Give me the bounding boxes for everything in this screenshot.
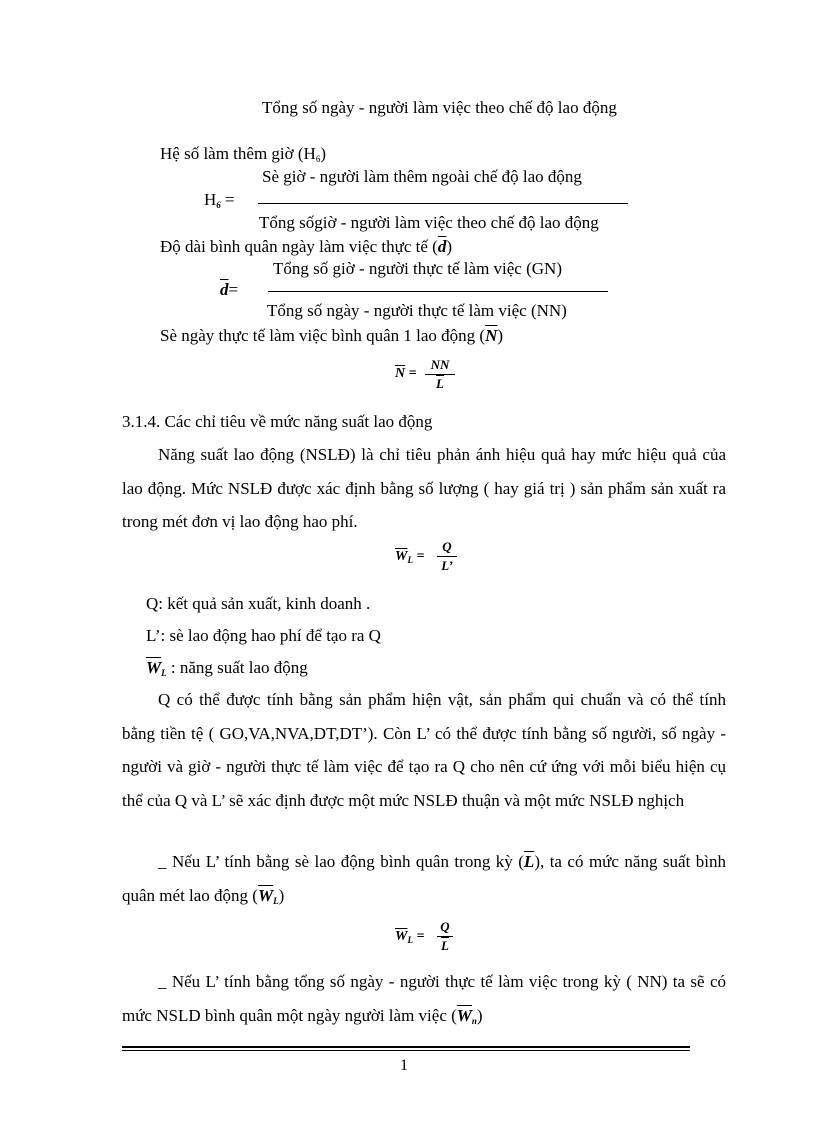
d-numerator: Tổng số giờ - người thực tế làm việc (GN) (273, 259, 562, 278)
wl1-formula-eq: = (412, 549, 425, 564)
paragraph-3 (122, 845, 726, 918)
paragraph-3-l-symbol: $\overline{L}$ (523, 852, 535, 871)
n-heading-text: Sè ngày thực tế làm việc bình quân 1 lao động ( (160, 326, 486, 345)
paragraph-3-b: ), ta có mức năng suất bình quân mét lao động ( (122, 852, 726, 905)
footer-rule-top (122, 1046, 690, 1048)
definition-w-sub: L (161, 668, 167, 678)
definition-w-text: : năng suất lao động (166, 658, 308, 677)
d-lhs-letter: $\overline{d}$ (220, 280, 229, 299)
wl1-formula-sub: L (407, 555, 413, 565)
wl1-formula-lhs (395, 549, 424, 565)
wl1-formula-num: Q (442, 539, 452, 554)
d-symbol: $\overline{d}$ (437, 237, 447, 256)
wl2-formula-sub: L (407, 935, 413, 945)
n-formula-den: L (436, 376, 444, 391)
h6-numerator: Sè giờ - người làm thêm ngoài chế độ lao động (262, 167, 582, 186)
paragraph-4-a: _ Nếu L’ tính bằng tổng số ngày - người thực tế làm việc trong kỳ ( NN) ta sẽ có mức NSLD bình quân một ngày người làm việc ( (122, 972, 726, 1025)
d-heading-text: Độ dài bình quân ngày làm việc thực tế ( (160, 237, 438, 256)
wl1-formula-fraction (437, 539, 457, 573)
paragraph-2: Q có thể được tính bằng sản phẩm hiện vật, sản phẩm qui chuẩn và có thể tính bằng tiền tệ ( GO,VA,NVA,DT,DT’). Còn L’ có thể được tính bằng số người, số ngày - người và giờ - người thực tế làm việc để tạo ra Q cho nên cứ ứng với mỗi biểu hiện cụ thể của Q và L’ sẽ xác định được một mức NSLĐ thuận và một mức NSLĐ nghịch (122, 690, 726, 810)
n-formula-num: NN (430, 357, 450, 372)
wl2-formula-lhs (395, 929, 424, 945)
d-lhs (220, 280, 238, 300)
paragraph-3-w-symbol: $\overline{W}$ (257, 885, 274, 905)
n-formula-lhs (395, 366, 417, 382)
n-heading-close: ) (497, 326, 504, 345)
wl2-formula-eq: = (412, 929, 425, 944)
definition-w (146, 658, 308, 683)
n-symbol: $\overline{N}$ (485, 326, 498, 345)
d-heading-close: ) (446, 237, 452, 256)
wl1-formula-letter: $\overline{W}$ (395, 549, 408, 564)
paragraph-4-w-sub: n (471, 1015, 477, 1026)
n-formula-letter: $\overline{N}$ (395, 366, 406, 381)
wl2-formula-fraction (437, 919, 453, 953)
definition-w-symbol: $\overline{W}$ (146, 658, 162, 677)
h6-heading-close: ) (320, 144, 326, 163)
footer-rule-bottom (122, 1050, 690, 1051)
h6-heading-sub: 6 (315, 154, 321, 164)
h6-lhs-sub: 6 (216, 200, 221, 210)
wl2-formula-num: Q (440, 919, 450, 934)
h6-lhs-letter: H (204, 190, 217, 209)
d-denominator: Tổng số ngày - người thực tế làm việc (NN) (267, 301, 567, 320)
wl2-formula-letter: $\overline{W}$ (395, 929, 408, 944)
n-heading (160, 326, 503, 346)
paragraph-4-c: ) (476, 1005, 483, 1025)
wl2-formula-bar (437, 936, 453, 937)
d-heading (160, 237, 452, 257)
n-formula-eq: = (405, 366, 417, 381)
d-lhs-eq: = (228, 280, 239, 299)
paragraph-3-a: _ Nếu L’ tính bằng sè lao động bình quân trong kỳ ( (158, 852, 524, 871)
h6-heading (160, 144, 326, 169)
definition-l: L’: sè lao động hao phí để tạo ra Q (146, 626, 381, 645)
definition-q: Q: kết quả sản xuất, kinh doanh . (146, 594, 371, 613)
page-number: 1 (400, 1057, 408, 1074)
section-title: 3.1.4. Các chỉ tiêu về mức năng suất lao động (122, 412, 433, 431)
paragraph-4 (122, 965, 726, 1038)
wl1-formula-bar (437, 556, 457, 557)
h6-heading-text: Hệ số làm thêm giờ (H (160, 144, 316, 163)
wl2-formula-den: L (441, 938, 449, 953)
h6-lhs (204, 190, 235, 215)
n-formula-fraction (425, 357, 455, 391)
paragraph-3-w-sub: L (273, 895, 279, 906)
h6-lhs-eq: = (220, 190, 235, 209)
paragraph-1: Năng suất lao động (NSLĐ) là chỉ tiêu phản ánh hiệu quả hay mức hiệu quả của lao động. Mức NSLĐ được xác định bằng số lượng ( hay giá trị ) sản phẩm sản xuất ra trong mét đơn vị lao động hao phí. (122, 445, 726, 531)
paragraph-4-w-symbol: $\overline{W}$ (456, 1005, 472, 1025)
top-denominator: Tổng số ngày - người làm việc theo chế độ lao động (262, 98, 617, 117)
d-fraction-bar (268, 291, 608, 292)
h6-fraction-bar (258, 203, 628, 204)
h6-denominator: Tổng sốgiờ - người làm việc theo chế độ lao động (259, 213, 599, 232)
n-formula-bar (425, 374, 455, 375)
paragraph-3-c: ) (278, 885, 285, 905)
wl1-formula-den: L’ (441, 558, 453, 573)
